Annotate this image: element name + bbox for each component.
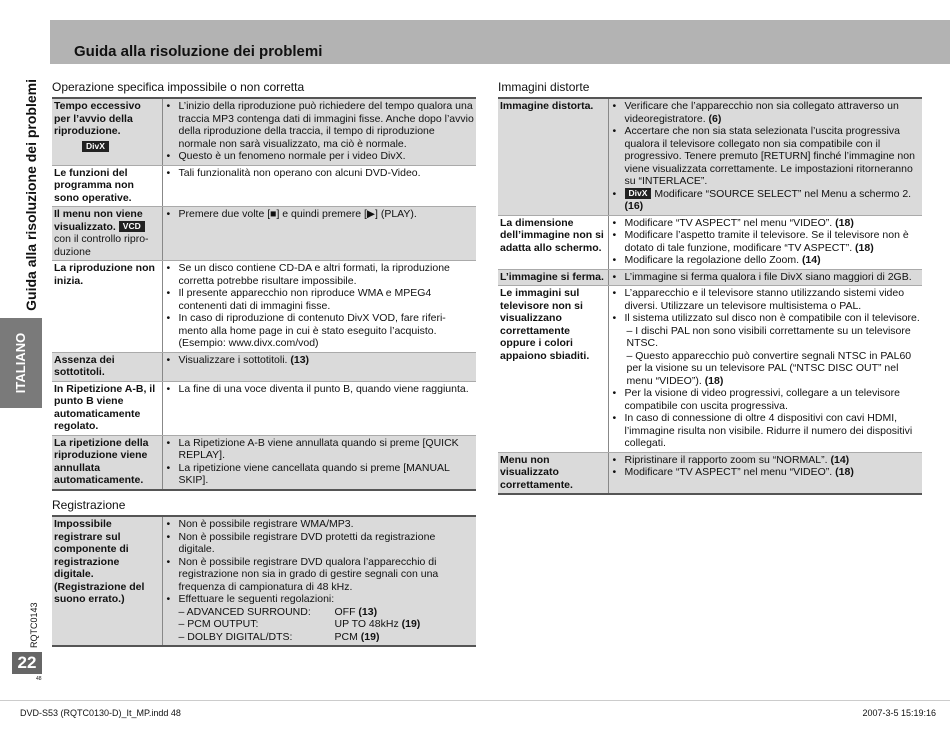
table-row: La dimensione dell’immagine non si adatta allo schermo. • Modificare “TV ASPECT” nel menu “VIDEO”. (18) • Modificare l’aspetto tramite il televisore. Se il televisore non è dotato di tale funzione, modificare “TV ASPECT”. (18) • Modificare la regolazione dello Zoom. (14)	[498, 215, 922, 269]
table-row: Le immagini sul televisore non si visualizzano correttamente oppure i colori appaiono sbiaditi. • L’apparecchio e il televisore stanno utilizzando sistemi video diversi. Utilizzare un televisore multisistema o PAL. • Il sistema utilizzato sul disco non è compatibile con il televisore. – I dischi PAL non sono visibili correttamente su un televisore NTSC. – Questo apparecchio può convertire segnali NTSC in PAL60 per la visione su un televisore PAL (“NTSC DISC OUT” nel menu “VIDEO”). (18) • Per la visione di video progressivi, collegare a un televisore compatibile con uscita progressiva. • In caso di connessione di oltre 4 dispositivi con cavi HDMI, l’immagine risulta non visibile. Ridurre il numero dei dispositivi collegati.	[498, 286, 922, 453]
recording-table	[52, 515, 476, 647]
page-number: 22	[12, 652, 42, 674]
table-row: Immagine distorta. • Verificare che l’apparecchio non sia collegato attraverso un videoregistratore. (6) • Accertare che non sia stata selezionata l’uscita progressiva qualora il televisore collegato non sia compatibile con il progressivo. Tenere premuto [RETURN] finché l’immagine non viene visualizzata correttamente. Le impostazioni ritorneranno su “INTERLACE”. • DivX Modificare “SOURCE SELECT” nel Menu a schermo 2. (16)	[498, 98, 922, 215]
table-row: L’immagine si ferma. • L’immagine si ferma qualora i file DivX siano maggiori di 2GB.	[498, 269, 922, 286]
section-title-distorted-images: Immagini distorte	[498, 80, 590, 94]
vertical-section-title: Guida alla risoluzione dei problemi	[23, 79, 39, 311]
distorted-images-table	[498, 97, 922, 495]
section-title-recording: Registrazione	[52, 498, 126, 512]
divx-badge: DivX	[82, 141, 109, 152]
table-row: Le funzioni del programma non sono operative. • Tali funzionalità non operano con alcuni DVD-Video.	[52, 165, 476, 207]
document-code: RQTC0143	[29, 602, 39, 648]
page-number-small: 48	[36, 676, 42, 682]
divx-badge: DivX	[625, 188, 652, 199]
table-row: In Ripetizione A-B, il punto B viene automaticamente regolato. • La fine di una voce diventa il punto B, quando viene raggiunta.	[52, 381, 476, 435]
table-row: La riproduzione non inizia. • Se un disco contiene CD-DA e altri formati, la riproduzione corretta potrebbe risultare impossibile. • Il presente apparecchio non riproduce WMA e MPEG4 contenenti dati di immagini fisse. • In caso di riproduzione di contenuto DivX VOD, fare riferi-mento alla home page in cui è stato eseguito l’acquisto. (Esempio: www.divx.com/vod)	[52, 261, 476, 353]
operation-table	[52, 97, 476, 491]
footer-divider	[0, 700, 950, 701]
table-row: Assenza dei sottotitoli. • Visualizzare i sottotitoli. (13)	[52, 352, 476, 381]
page-title: Guida alla risoluzione dei problemi	[74, 43, 323, 60]
footer-file-info: DVD-S53 (RQTC0130-D)_It_MP.indd 48	[20, 708, 181, 718]
language-tab: ITALIANO	[0, 318, 42, 408]
table-row: Tempo eccessivo per l’avvio della riproduzione. DivX • L’inizio della riproduzione può richiedere del tempo qualora una traccia MP3 contenga dati di immagini fisse. Anche dopo l’avvio della riproduzione della traccia, il tempo di riproduzione normale non sarà visualizzato, ma ciò è normale. • Questo è un fenomeno normale per i video DivX.	[52, 98, 476, 165]
table-row: Impossibile registrare sul componente di registrazione digitale. (Registrazione del suono errato.) • Non è possibile registrare WMA/MP3. • Non è possibile registrare DVD protetti da registrazione digitale. • Non è possibile registrare DVD qualora l’apparecchio di registrazione non sia in grado di gestire segnali con una frequenza di campionatura di 48 kHz. • Effettuare le seguenti regolazioni: – ADVANCED SURROUND: OFF (13) – PCM OUTPUT: UP TO 48kHz (19) – DOLBY DIGITAL/DTS: PCM (19)	[52, 516, 476, 646]
table-row: La ripetizione della riproduzione viene annullata automaticamente. • La Ripetizione A-B viene annullata quando si preme [QUICK REPLAY]. • La ripetizione viene cancellata quando si preme [MANUAL SKIP].	[52, 435, 476, 490]
section-title-operation: Operazione specifica impossibile o non corretta	[52, 80, 305, 94]
footer-timestamp: 2007-3-5 15:19:16	[862, 708, 936, 718]
table-row: Menu non visualizzato correttamente. • Ripristinare il rapporto zoom su “NORMAL”. (14) • Modificare “TV ASPECT” nel menu “VIDEO”. (18)	[498, 452, 922, 494]
table-row: Il menu non viene visualizzato. VCD con il controllo ripro-duzione • Premere due volte [■] e quindi premere [▶] (PLAY).	[52, 207, 476, 261]
header-bar	[50, 20, 950, 64]
vcd-badge: VCD	[119, 221, 145, 232]
